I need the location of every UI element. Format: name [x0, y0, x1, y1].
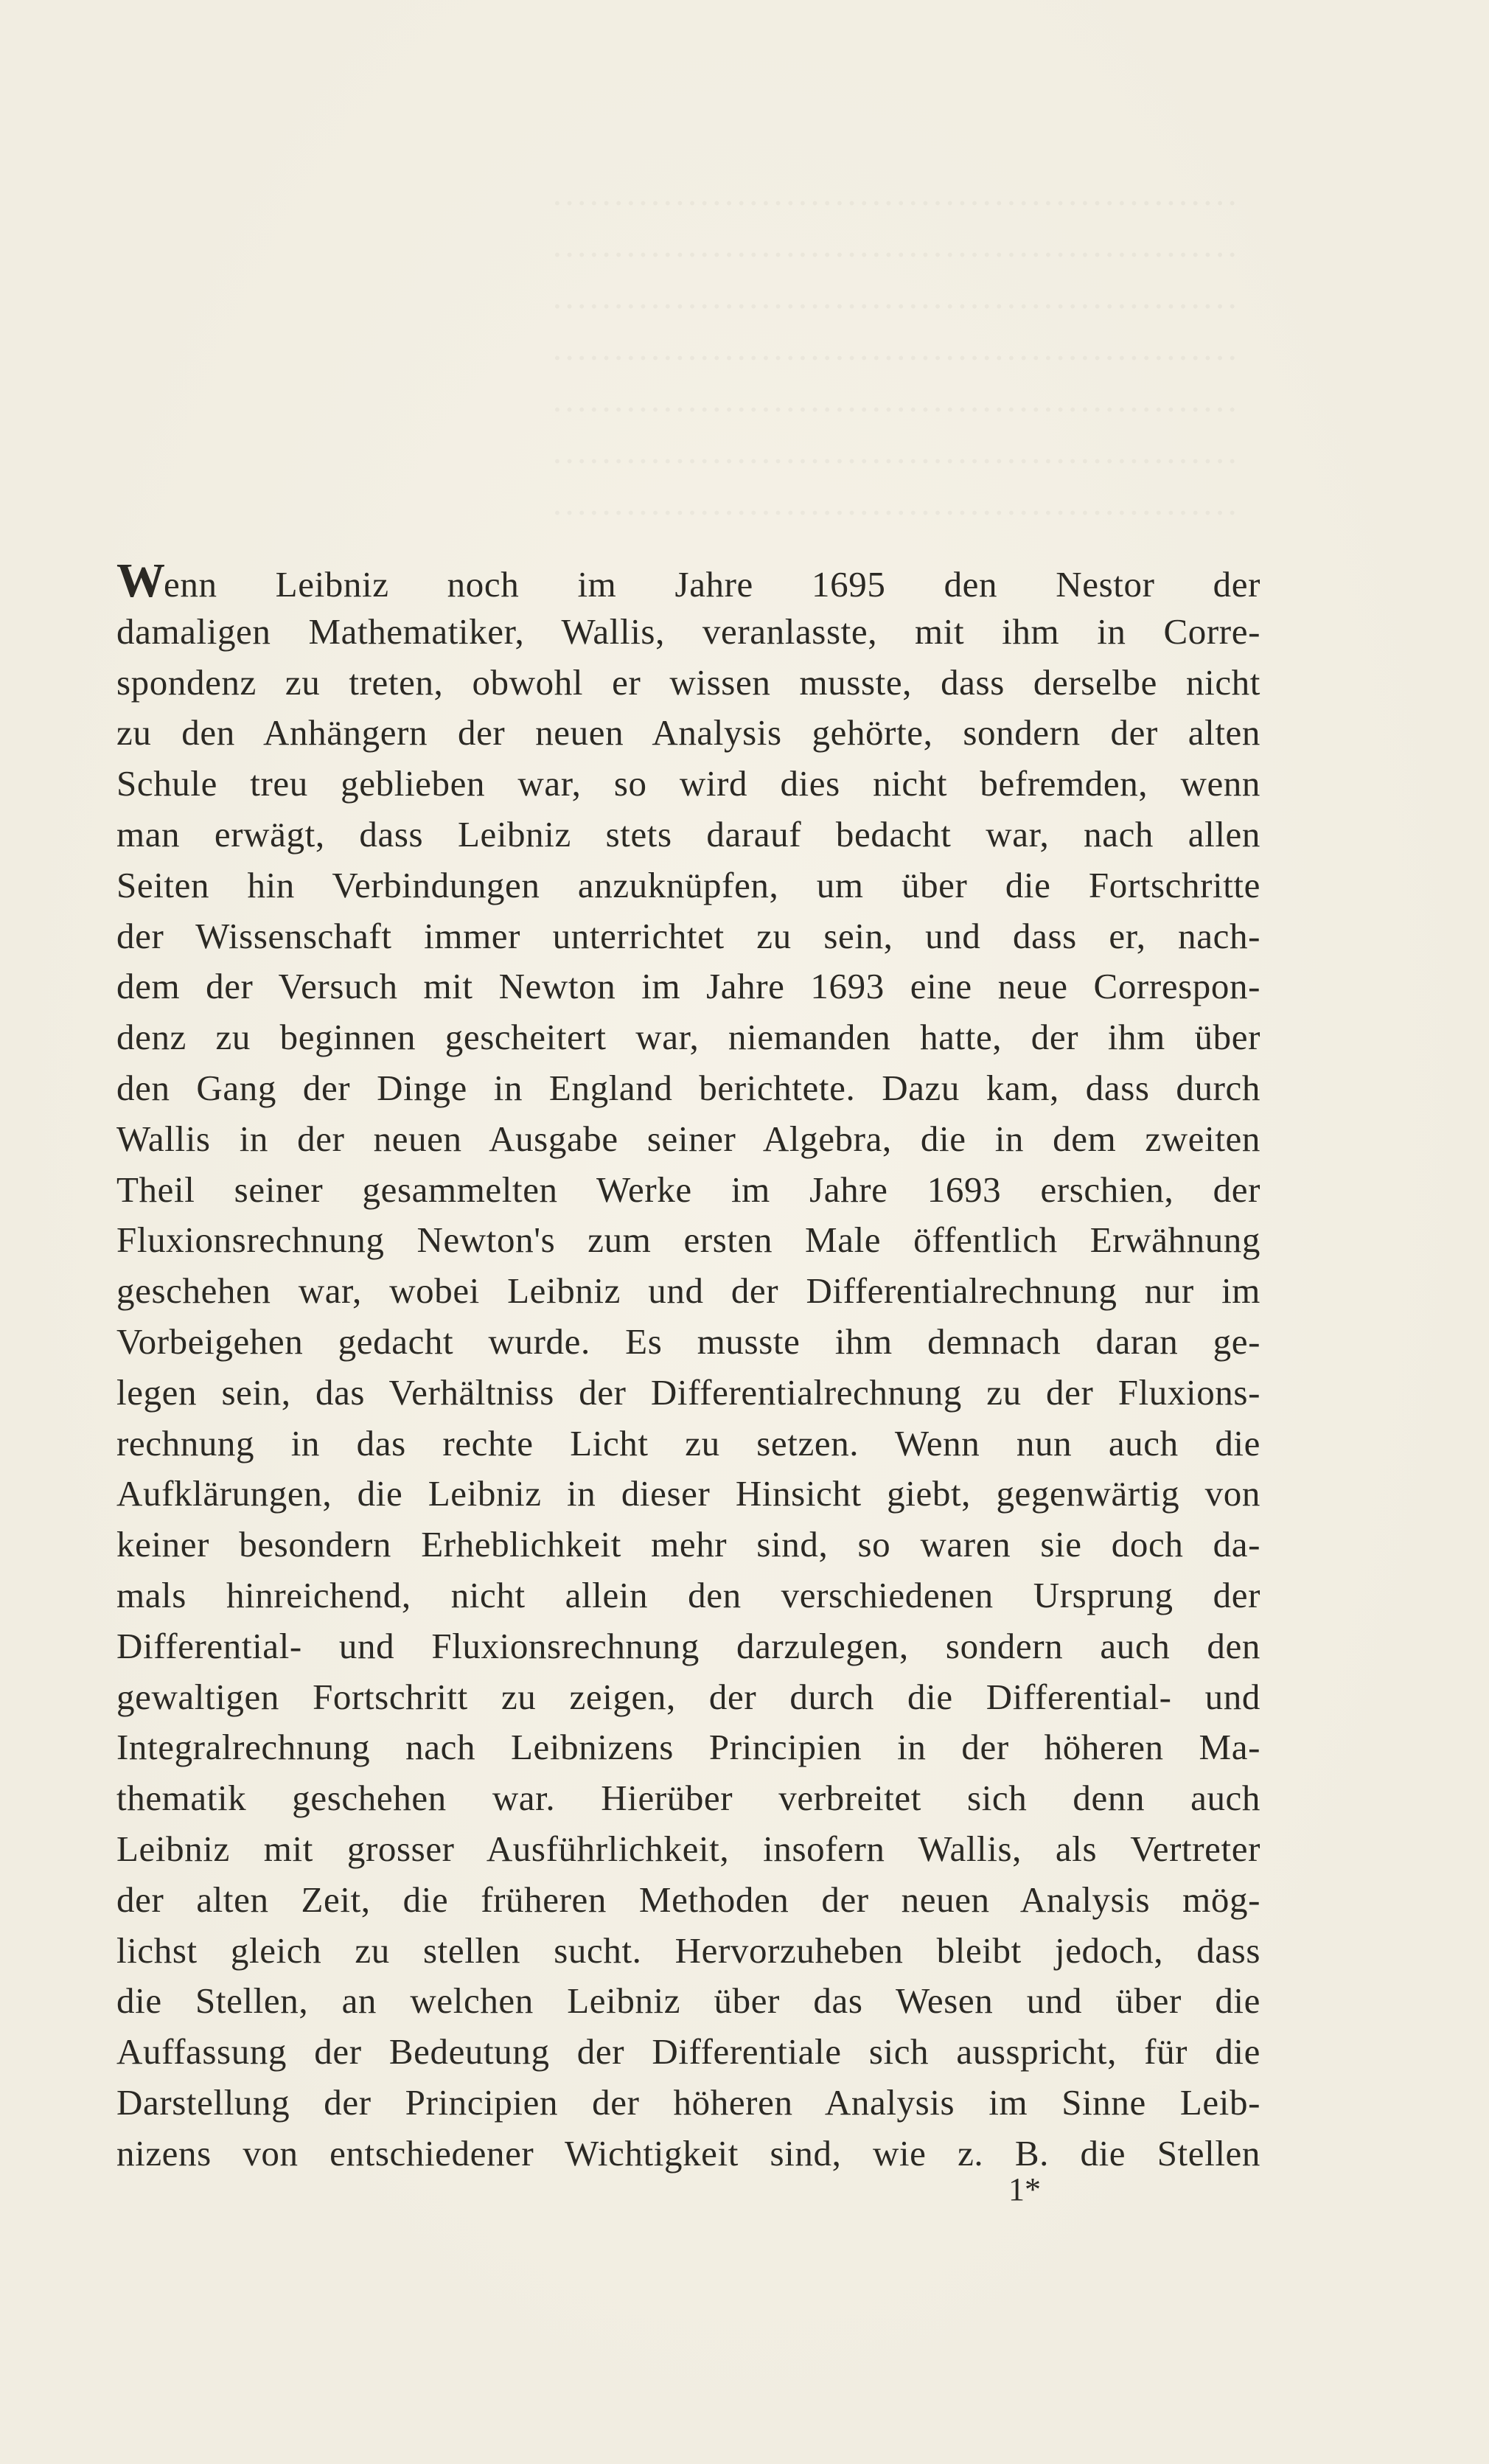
text-line-15: geschehen war, wobei Leibniz und der Differentialrechnung nur im	[116, 1270, 1260, 1312]
text-line-13: Theil seiner gesammelten Werke im Jahre 1693 erschien, der	[116, 1169, 1260, 1210]
text-line-10: denz zu beginnen gescheitert war, niemanden hatte, der ihm über	[116, 1017, 1260, 1058]
signature-mark: 1*	[1008, 2171, 1041, 2207]
text-line-3: spondenz zu treten, obwohl er wissen musste, dass derselbe nicht	[116, 661, 1260, 703]
text-line-25: thematik geschehen war. Hierüber verbreitet sich denn auch	[116, 1778, 1260, 1819]
text-line-22: Differential- und Fluxionsrechnung darzulegen, sondern auch den	[116, 1625, 1260, 1666]
text-line-4: zu den Anhängern der neuen Analysis gehörte, sondern der alten	[116, 712, 1260, 754]
text-line-31: Darstellung der Principien der höheren Analysis im Sinne Leib-	[116, 2081, 1260, 2123]
text-line-28: lichst gleich zu stellen sucht. Hervorzuheben bleibt jedoch, dass	[116, 1929, 1260, 1971]
text-line-17: legen sein, das Verhältniss der Differentialrechnung zu der Fluxions-	[116, 1371, 1260, 1413]
text-line-24: Integralrechnung nach Leibnizens Principien in der höheren Ma-	[116, 1727, 1260, 1768]
body-text	[116, 556, 1260, 2179]
text-line-1-rest: enn Leibniz noch im Jahre 1695 den Nestor der	[164, 564, 1260, 605]
text-line-6: man erwägt, dass Leibniz stets darauf bedacht war, nach allen	[116, 813, 1260, 855]
text-line-1	[116, 556, 1260, 607]
text-line-32: nizens von entschiedener Wichtigkeit sind, wie z. B. die Stellen	[116, 2132, 1260, 2174]
text-line-9: dem der Versuch mit Newton im Jahre 1693 eine neue Correspon-	[116, 966, 1260, 1007]
drop-initial: W	[116, 554, 163, 608]
text-line-27: der alten Zeit, die früheren Methoden der neuen Analysis mög-	[116, 1879, 1260, 1920]
text-line-20: keiner besondern Erheblichkeit mehr sind, so waren sie doch da-	[116, 1524, 1260, 1565]
text-line-30: Auffassung der Bedeutung der Differentiale sich ausspricht, für die	[116, 2031, 1260, 2073]
text-line-29: die Stellen, an welchen Leibniz über das Wesen und über die	[116, 1980, 1260, 2022]
text-line-8: der Wissenschaft immer unterrichtet zu sein, und dass er, nach-	[116, 915, 1260, 956]
text-line-18: rechnung in das rechte Licht zu setzen. Wenn nun auch die	[116, 1422, 1260, 1464]
text-line-7: Seiten hin Verbindungen anzuknüpfen, um über die Fortschritte	[116, 864, 1260, 905]
text-line-12: Wallis in der neuen Ausgabe seiner Algebra, die in dem zweiten	[116, 1118, 1260, 1159]
text-line-5: Schule treu geblieben war, so wird dies nicht befremden, wenn	[116, 763, 1260, 804]
text-line-2: damaligen Mathematiker, Wallis, veranlasste, mit ihm in Corre-	[116, 610, 1260, 652]
text-line-14: Fluxionsrechnung Newton's zum ersten Male öffentlich Erwähnung	[116, 1219, 1260, 1261]
text-line-16: Vorbeigehen gedacht wurde. Es musste ihm demnach daran ge-	[116, 1320, 1260, 1362]
show-through-text	[88, 177, 1238, 560]
text-line-11: den Gang der Dinge in England berichtete. Dazu kam, dass durch	[116, 1067, 1260, 1108]
text-line-19: Aufklärungen, die Leibniz in dieser Hinsicht giebt, gegenwärtig von	[116, 1473, 1260, 1514]
text-line-23: gewaltigen Fortschritt zu zeigen, der durch die Differential- und	[116, 1676, 1260, 1717]
text-line-26: Leibniz mit grosser Ausführlichkeit, insofern Wallis, als Vertreter	[116, 1828, 1260, 1869]
text-line-21: mals hinreichend, nicht allein den verschiedenen Ursprung der	[116, 1574, 1260, 1615]
